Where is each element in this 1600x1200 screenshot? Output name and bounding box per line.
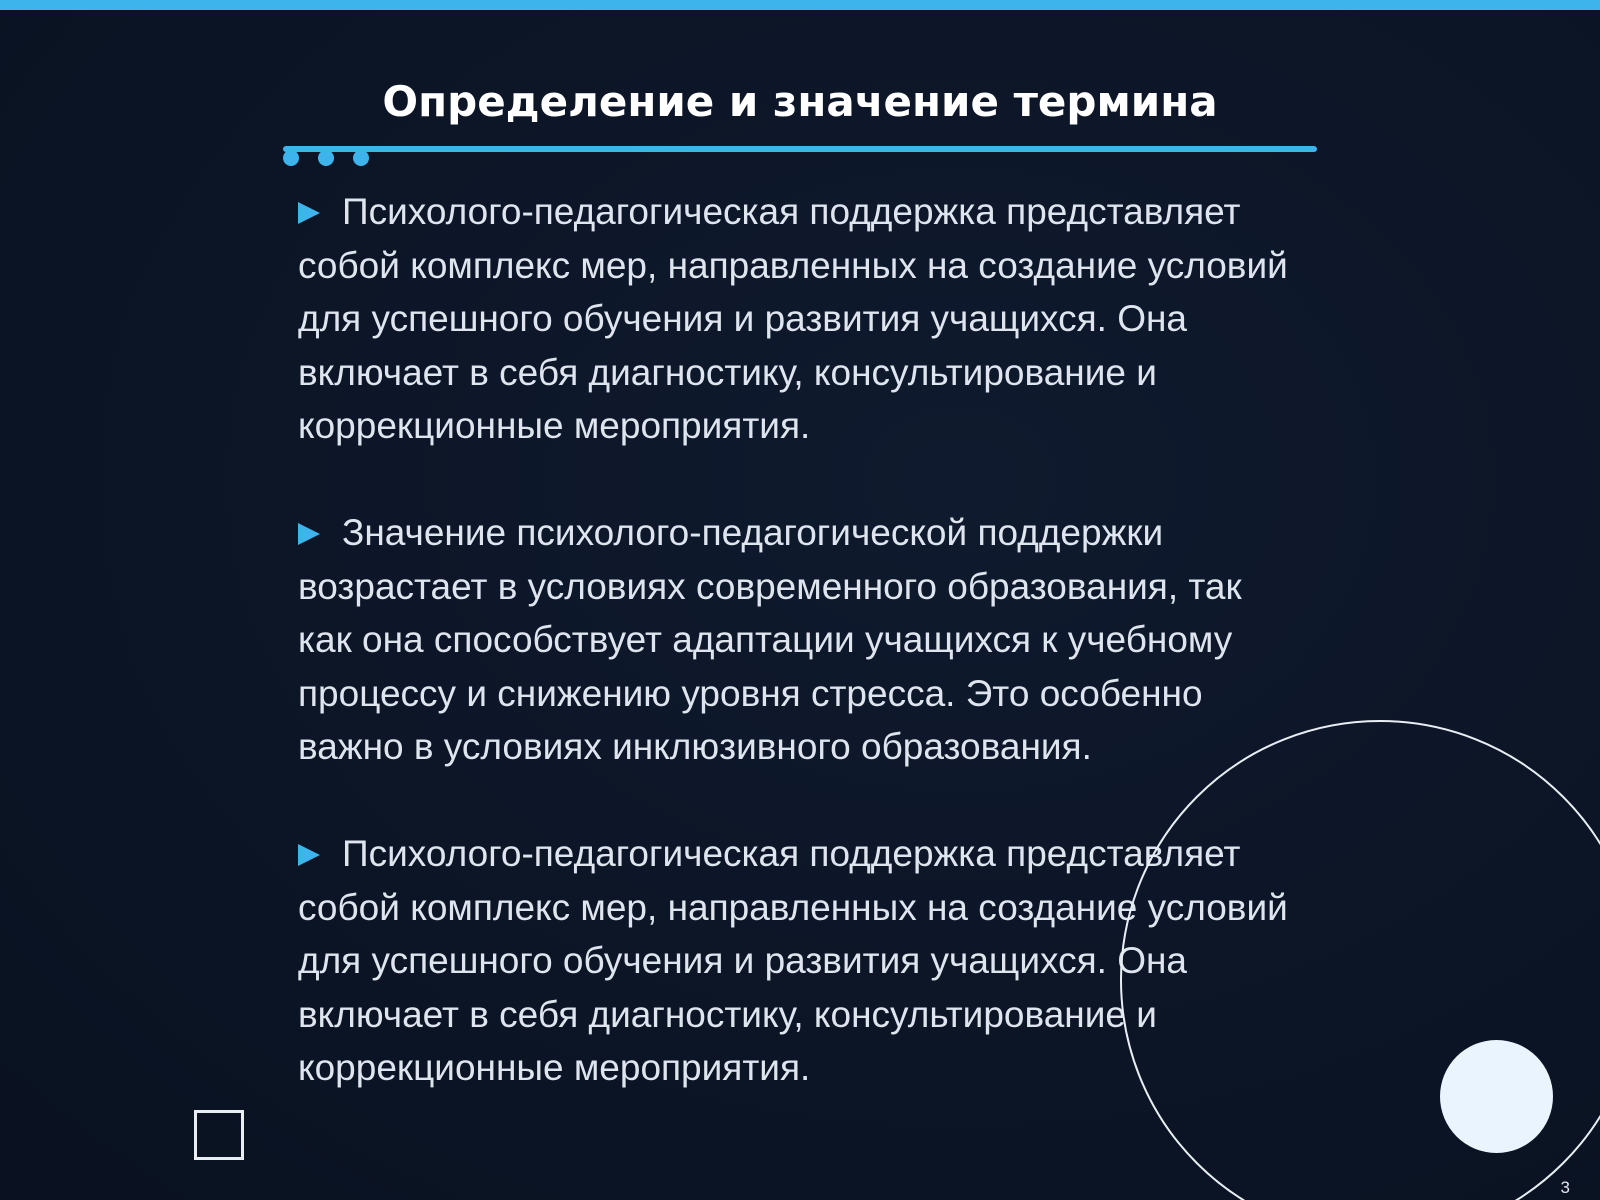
decorative-dot-2 [318,150,334,166]
decorative-circle [1440,1040,1553,1153]
title-underline [283,146,1317,152]
bullet-text: Психолого-педагогическая поддержка представляет собой комплекс мер, направленных на создание условий для успешного обучения и развития учащихся. Она включает в себя диагностику, консультирование и коррекционные мероприятия. [298,833,1288,1088]
triangle-right-icon [298,202,320,224]
list-item [298,506,1288,774]
list-item [298,185,1288,453]
page-number: 3 [1560,1178,1570,1197]
bullet-text: Значение психолого-педагогической поддержки возрастает в условиях современного образования, так как она способствует адаптации учащихся к учебному процессу и снижению уровня стресса. Это особенно важно в условиях инклюзивного образования. [298,512,1242,767]
decorative-square [194,1110,244,1160]
top-accent-bar [0,0,1600,10]
decorative-dot-3 [353,150,369,166]
bullet-text: Психолого-педагогическая поддержка представляет собой комплекс мер, направленных на создание условий для успешного обучения и развития учащихся. Она включает в себя диагностику, консультирование и коррекционные мероприятия. [298,191,1288,446]
triangle-right-icon [298,844,320,866]
slide-title: Определение и значение термина [382,77,1218,126]
decorative-dot-1 [283,150,299,166]
triangle-right-icon [298,523,320,545]
